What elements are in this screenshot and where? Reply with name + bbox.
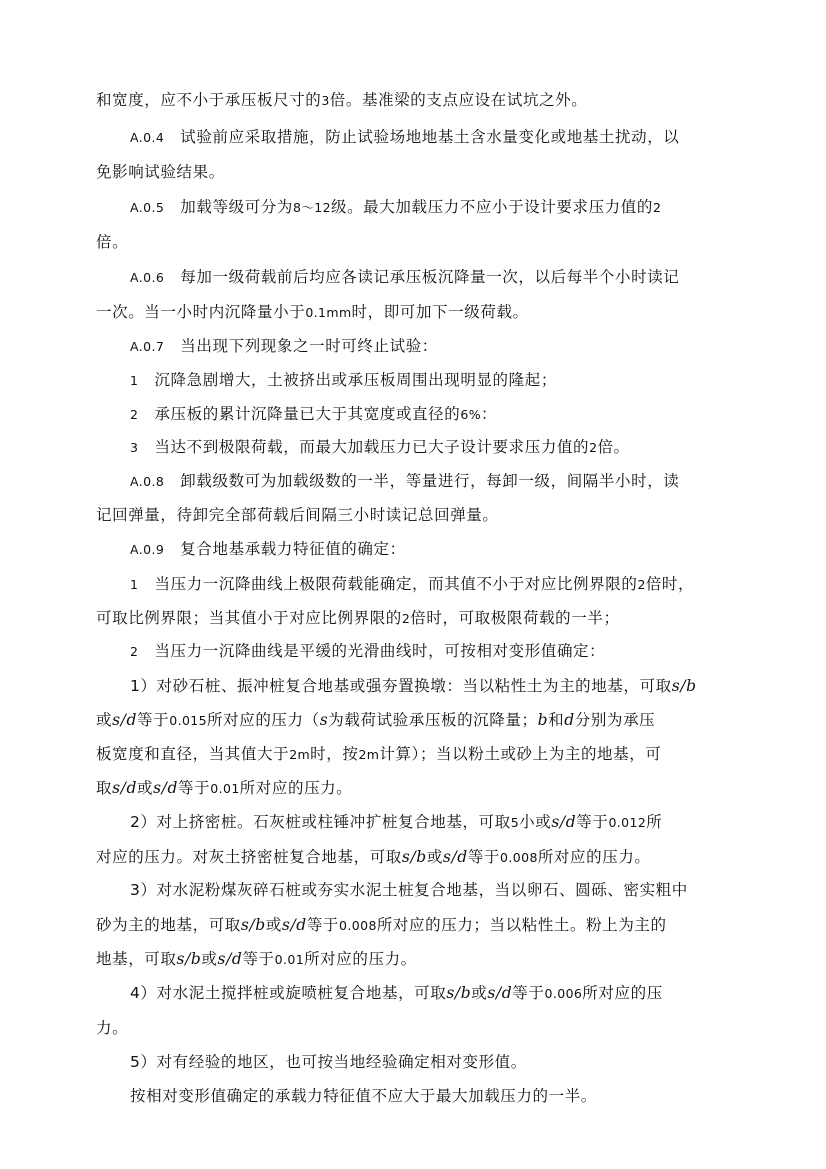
text-segment: 当压力一沉降曲线是平缓的光滑曲线时，可按相对变形值确定： [138,642,606,660]
text-segment: 所对应的压力；当以粘性土。粉上为主的 [376,916,667,934]
number-text: 0.008 [339,918,377,933]
text-line [0,430,826,464]
text-segment: 或 [426,848,443,866]
number-text: A.0.7 [130,339,165,354]
number-text: 3 [321,93,330,108]
number-text: 2 [130,407,139,422]
text-line [0,397,826,431]
math-symbol: s/d [112,779,138,797]
text-segment: 卸载级数可为加载级数的一半，等量进行，每卸一级，间隔半小时，读 [164,472,680,490]
text-segment: 4）对水泥土搅拌桩或旋喷桩复合地基，可取 [130,984,447,1002]
text-segment: 免影响试验结果。 [96,163,225,181]
text-segment: 取 [96,779,113,797]
text-segment: 可取比例界限；当其值小于对应比例界限的 [96,609,402,627]
text-segment: 倍。 [597,438,630,456]
number-text: 0.01 [210,781,240,796]
number-text: A.0.6 [130,270,165,285]
text-segment: 计算）；当以粉土或砂上为主的地基，可 [379,745,662,763]
text-segment: 分别为承压 [574,711,656,729]
number-text: 8～12 [293,200,331,215]
text-segment: 5）对有经验的地区，也可按当地经验确定相对变形值。 [130,1053,527,1071]
number-text: 2 [130,644,139,659]
number-text: 2 [652,200,662,215]
number-text: 2 [589,440,598,455]
number-text: 2 [401,611,411,626]
text-segment: 等于 [512,984,545,1002]
text-line [0,976,826,1010]
text-segment: 所对应的压力。 [304,950,417,968]
math-symbol: s/b [176,950,202,968]
text-segment: 当压力一沉降曲线上极限荷载能确定，而其值不小于对应比例界限的 [138,575,638,593]
number-text: 0.012 [608,815,647,830]
math-symbol: s/d [153,779,179,797]
number-text: 1 [130,373,139,388]
number-text: 6% [460,407,482,422]
number-text: 3 [130,440,139,455]
text-segment: 和宽度，应不小于承压板尺寸的 [96,91,322,109]
text-line [0,1011,826,1045]
text-segment: 时，按 [310,745,359,763]
text-segment: 所对应的压力（ [207,711,320,729]
number-text: 0.01 [274,952,305,967]
text-line [0,329,826,363]
text-segment: 倍时，可取极限荷载的一半； [410,609,620,627]
text-line [0,567,826,601]
number-text: 2 [637,577,646,592]
text-segment: 倍时， [645,575,695,593]
text-line [0,873,826,907]
number-text: A.0.8 [130,474,165,489]
math-symbol: s/b [240,916,266,934]
text-line [0,703,826,737]
number-text: A.0.5 [130,200,165,215]
math-symbol: s/b [446,984,472,1002]
text-segment: 每加一级荷载前后均应各读记承压板沉降量一次，以后每半个小时读记 [164,268,680,286]
math-symbol: s/b [401,848,427,866]
text-segment: 倍。 [96,233,129,251]
number-text: 2m [289,747,311,762]
text-line [0,260,826,294]
text-segment: 倍。基准梁的支点应设在试坑之外。 [329,91,588,109]
text-segment: 小或 [519,813,552,831]
text-line [0,737,826,771]
text-segment: 等于 [576,813,609,831]
math-symbol: s/b [671,677,697,695]
number-text: 5 [510,815,520,830]
text-line [0,942,826,976]
text-segment: 等于 [137,711,170,729]
text-segment: 力。 [96,1019,129,1037]
text-line [0,532,826,566]
number-text: 0.015 [169,713,208,728]
text-segment: 沉降急剧增大，土被挤出或承压板周围出现明显的隆起； [138,371,557,389]
text-segment: 按相对变形值确定的承载力特征值不应大于最大加载压力的一半。 [130,1087,597,1105]
text-segment: 对应的压力。对灰土挤密桩复合地基，可取 [96,848,402,866]
text-segment: 或 [265,916,282,934]
text-segment: 3）对水泥粉煤灰碎石桩或夯实水泥土桩复合地基，当以卵石、圆砾、密实粗中 [130,881,688,899]
math-symbol: s [319,711,329,729]
text-segment: 为载荷试验承压板的沉降量； [328,711,538,729]
text-line [0,120,826,154]
number-text: 2m [358,747,380,762]
text-line [0,225,826,259]
text-segment: 板宽度和直径，当其值大于 [96,745,290,763]
text-segment: 或 [96,711,113,729]
text-segment: 记回弹量，待卸完全部荷载后间隔三小时读记总回弹量。 [96,506,499,524]
text-segment: 时，即可加下一级荷载。 [351,303,529,321]
text-line [0,464,826,498]
text-segment: 或 [201,950,218,968]
number-text: A.0.4 [130,130,165,145]
text-segment: 所对应的压 [582,984,663,1002]
math-symbol: s/d [281,916,307,934]
text-line [0,295,826,329]
text-segment: 当出现下列现象之一时可终止试验： [164,337,438,355]
text-segment: 所 [646,813,663,831]
math-symbol: s/d [551,813,577,831]
text-line [0,601,826,635]
text-segment: 等于 [306,916,340,934]
text-segment: 所对应的压力。 [239,779,353,797]
text-segment: 试验前应采取措施，防止试验场地地基土含水量变化或地基土扰动，以 [164,128,680,146]
text-segment: 等于 [178,779,211,797]
math-symbol: s/d [442,848,468,866]
text-line [0,840,826,874]
text-line [0,908,826,942]
text-segment: 所对应的压力。 [537,848,651,866]
text-segment: 等于 [242,950,275,968]
text-line [0,805,826,839]
math-symbol: s/d [487,984,513,1002]
text-segment: 或 [471,984,488,1002]
text-segment: 复合地基承载力特征值的确定： [164,540,406,558]
math-symbol: d [564,711,575,729]
text-segment: 砂为主的地基，可取 [96,916,241,934]
text-segment: 1）对砂石桩、振冲桩复合地基或强夯置换墩：当以粘性土为主的地基，可取 [130,677,672,695]
text-segment: 2）对上挤密桩。石灰桩或柱锤冲扩桩复合地基，可取 [130,813,511,831]
text-line [0,669,826,703]
text-segment: 和 [548,711,565,729]
text-segment: 加载等级可分为 [164,198,293,216]
text-segment: 级。最大加载压力不应小于设计要求压力值的 [330,198,653,216]
number-text: A.0.9 [130,542,165,557]
math-symbol: b [537,711,549,729]
text-segment: 当达不到极限荷载，而最大加载压力已大子设计要求压力值的 [138,438,590,456]
number-text: 0.1mm [305,305,352,320]
math-symbol: s/d [217,950,243,968]
text-line [0,363,826,397]
text-segment: 或 [137,779,154,797]
text-line [0,771,826,805]
text-segment: 等于 [467,848,501,866]
math-symbol: s/d [112,711,138,729]
text-line [0,83,826,117]
text-segment: 承压板的累计沉降量已大于其宽度或直径的 [138,405,461,423]
text-line [0,190,826,224]
text-segment: 地基，可取 [96,950,177,968]
number-text: 0.008 [500,850,538,865]
text-segment: ： [481,405,498,423]
number-text: 1 [130,577,139,592]
text-line [0,155,826,189]
number-text: 0.006 [544,986,583,1001]
text-line [0,498,826,532]
text-line [0,634,826,668]
text-line [0,1079,826,1113]
text-line [0,1045,826,1079]
text-segment: 一次。当一小时内沉降量小于 [96,303,306,321]
